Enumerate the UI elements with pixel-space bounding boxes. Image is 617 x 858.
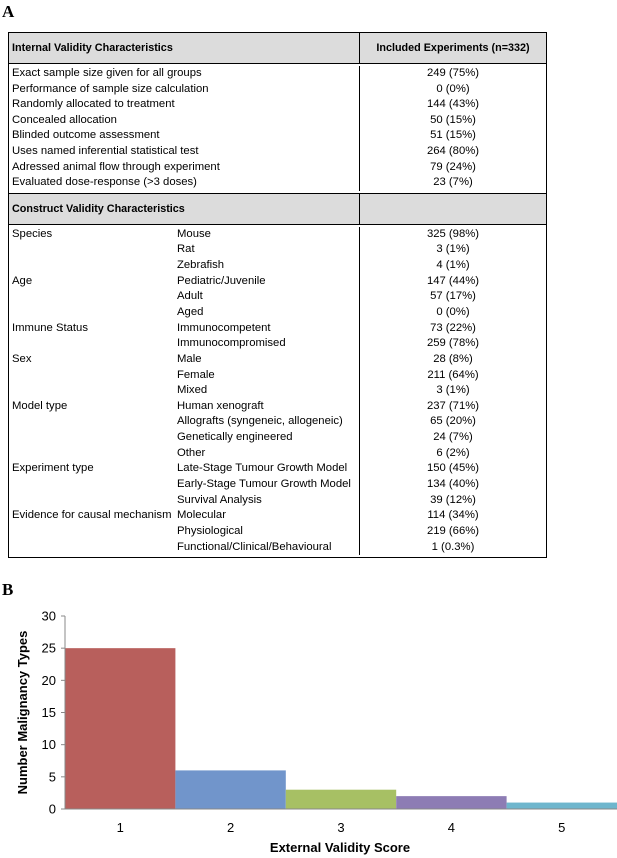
row-category	[12, 289, 177, 305]
table-row	[9, 524, 546, 540]
row-value: 57 (17%)	[430, 290, 476, 303]
y-tick-label: 10	[41, 737, 56, 753]
row-category: Model type	[12, 399, 68, 412]
row-value: 6 (2%)	[436, 446, 470, 459]
row-label: Mouse	[177, 227, 211, 240]
internal-validity-header-row	[9, 33, 546, 64]
row-label-cell	[9, 540, 360, 556]
included-experiments-header: Included Experiments (n=332)	[376, 42, 530, 54]
row-category	[12, 258, 177, 274]
row-label: Female	[177, 368, 215, 381]
row-label-cell	[9, 336, 360, 352]
row-category: Species	[12, 227, 53, 240]
row-value: 1 (0.3%)	[431, 540, 475, 553]
row-category: Evidence for causal mechanism	[12, 509, 172, 522]
x-tick-label: 1	[116, 820, 124, 835]
row-label: Human xenograft	[177, 399, 264, 412]
row-label: Performance of sample size calculation	[9, 82, 360, 98]
row-label-cell	[9, 368, 360, 384]
construct-validity-rows	[9, 225, 546, 557]
row-label: Aged	[177, 305, 204, 318]
row-value: 237 (71%)	[426, 399, 480, 412]
row-label: Other	[177, 446, 206, 459]
row-value: 249 (75%)	[426, 67, 480, 79]
table-row	[9, 97, 546, 113]
row-label: Functional/Clinical/Behavioural	[177, 540, 332, 553]
row-label-cell	[9, 321, 360, 337]
table-row	[9, 242, 546, 258]
x-tick-label: 5	[558, 820, 566, 835]
construct-validity-header-blank	[360, 194, 546, 224]
row-category	[12, 336, 177, 352]
y-tick-label: 25	[41, 640, 56, 656]
row-value: 259 (78%)	[426, 337, 480, 350]
table-row	[9, 352, 546, 368]
table-row	[9, 160, 546, 176]
row-label-cell	[9, 227, 360, 243]
row-value: 28 (8%)	[433, 352, 473, 365]
table-row	[9, 305, 546, 321]
row-value: 4 (1%)	[436, 259, 470, 272]
internal-validity-header: Internal Validity Characteristics	[9, 33, 360, 63]
row-category	[12, 383, 177, 399]
row-label: Adult	[177, 290, 203, 303]
row-label-cell	[9, 274, 360, 290]
y-tick-label: 20	[41, 672, 56, 688]
row-value: 114 (34%)	[427, 509, 479, 522]
bar-2	[175, 770, 285, 809]
row-value: 3 (1%)	[436, 384, 470, 397]
x-tick-label: 4	[447, 820, 456, 835]
row-label-cell	[9, 258, 360, 274]
row-value: 150 (45%)	[426, 462, 480, 475]
x-tick-label: 2	[226, 820, 235, 835]
table-row	[9, 508, 546, 524]
row-value: 39 (12%)	[430, 493, 476, 506]
row-label-cell	[9, 414, 360, 430]
row-label: Physiological	[177, 524, 243, 537]
table-row	[9, 144, 546, 160]
table-row	[9, 289, 546, 305]
row-label: Mixed	[177, 384, 208, 397]
table-row	[9, 175, 546, 191]
table-row	[9, 321, 546, 337]
row-category	[12, 477, 177, 493]
table-row	[9, 446, 546, 462]
row-value: 325 (98%)	[426, 227, 480, 240]
row-label: Genetically engineered	[177, 431, 293, 444]
x-axis-ticks	[117, 820, 566, 835]
row-label: Zebrafish	[177, 259, 225, 272]
row-value: 219 (66%)	[426, 524, 480, 537]
row-label-cell	[9, 477, 360, 493]
row-label: Early-Stage Tumour Growth Model	[177, 478, 351, 490]
row-category	[12, 540, 177, 556]
table-row	[9, 493, 546, 509]
row-value: 51 (15%)	[430, 129, 476, 142]
row-value: 0 (0%)	[436, 305, 470, 318]
panel-label-a: A	[2, 2, 15, 21]
table-row	[9, 258, 546, 274]
row-category	[12, 305, 177, 321]
row-category: Experiment type	[12, 462, 94, 475]
row-value: 147 (44%)	[426, 274, 480, 287]
row-label: Allografts (syngeneic, allogeneic)	[177, 415, 343, 428]
row-label: Concealed allocation	[9, 113, 360, 129]
row-label-cell	[9, 524, 360, 540]
row-label: Rat	[177, 243, 195, 256]
table-row	[9, 540, 546, 556]
row-label-cell	[9, 430, 360, 446]
table-row	[9, 274, 546, 290]
table-row	[9, 227, 546, 243]
row-category	[12, 430, 177, 446]
y-axis-ticks	[42, 609, 65, 817]
row-value: 65 (20%)	[430, 415, 476, 428]
external-validity-bar-chart	[0, 600, 617, 858]
table-row	[9, 82, 546, 98]
row-label-cell	[9, 352, 360, 368]
table-row	[9, 66, 546, 82]
row-value: 0 (0%)	[436, 82, 470, 95]
table-row	[9, 113, 546, 129]
table-row	[9, 430, 546, 446]
row-category	[12, 524, 177, 540]
table-row	[9, 368, 546, 384]
table-row	[9, 128, 546, 144]
row-value: 23 (7%)	[433, 176, 473, 189]
row-label: Randomly allocated to treatment	[9, 97, 360, 113]
row-value: 144 (43%)	[426, 98, 480, 111]
row-value: 3 (1%)	[436, 243, 470, 256]
table-row	[9, 414, 546, 430]
row-label: Exact sample size given for all groups	[9, 66, 360, 82]
row-label: Immunocompetent	[177, 321, 271, 334]
validity-table	[8, 32, 547, 558]
internal-validity-rows	[9, 64, 546, 193]
row-label-cell	[9, 399, 360, 415]
row-label: Adressed animal flow through experiment	[9, 160, 360, 176]
row-value: 134 (40%)	[426, 478, 480, 490]
row-label: Male	[177, 352, 202, 365]
row-label-cell	[9, 446, 360, 462]
row-label-cell	[9, 305, 360, 321]
x-axis-title: External Validity Score	[269, 840, 411, 855]
row-category: Sex	[12, 352, 32, 365]
bar-4	[396, 796, 506, 809]
row-label: Evaluated dose-response (>3 doses)	[9, 175, 360, 191]
row-value: 73 (22%)	[430, 321, 476, 334]
row-value: 211 (64%)	[427, 368, 479, 381]
row-value: 50 (15%)	[430, 113, 476, 126]
row-label: Immunocompromised	[177, 337, 286, 350]
bars	[65, 648, 617, 809]
y-tick-label: 5	[48, 769, 56, 785]
y-tick-label: 30	[41, 608, 56, 624]
row-label: Uses named inferential statistical test	[9, 144, 360, 160]
row-label-cell	[9, 383, 360, 399]
row-category	[12, 446, 177, 462]
row-label-cell	[9, 508, 360, 524]
table-row	[9, 399, 546, 415]
bar-3	[286, 790, 396, 809]
row-label-cell	[9, 289, 360, 305]
row-label: Molecular	[177, 509, 226, 522]
row-label-cell	[9, 461, 360, 477]
table-row	[9, 461, 546, 477]
row-category	[12, 493, 177, 509]
bar-5	[507, 803, 617, 809]
table-row	[9, 477, 546, 493]
x-tick-label: 3	[337, 820, 345, 835]
row-value: 79 (24%)	[430, 160, 476, 173]
row-category	[12, 242, 177, 258]
row-category: Immune Status	[12, 321, 88, 334]
row-value: 24 (7%)	[433, 431, 473, 444]
row-category	[12, 414, 177, 430]
construct-validity-header-row	[9, 193, 546, 225]
row-label-cell	[9, 242, 360, 258]
construct-validity-header: Construct Validity Characteristics	[9, 194, 360, 224]
row-label: Survival Analysis	[177, 493, 262, 506]
y-tick-label: 15	[41, 705, 56, 720]
y-tick-label: 0	[48, 801, 56, 817]
y-axis-title: Number Malignancy Types	[15, 630, 30, 795]
table-row	[9, 336, 546, 352]
table-row	[9, 383, 546, 399]
row-label: Late-Stage Tumour Growth Model	[177, 462, 348, 475]
row-category: Age	[12, 274, 33, 287]
row-category	[12, 368, 177, 384]
row-label-cell	[9, 493, 360, 509]
row-label: Pediatric/Juvenile	[177, 274, 266, 287]
row-label: Blinded outcome assessment	[9, 128, 360, 144]
bar-1	[65, 648, 175, 809]
panel-label-b: B	[2, 580, 14, 599]
row-value: 264 (80%)	[426, 144, 480, 157]
